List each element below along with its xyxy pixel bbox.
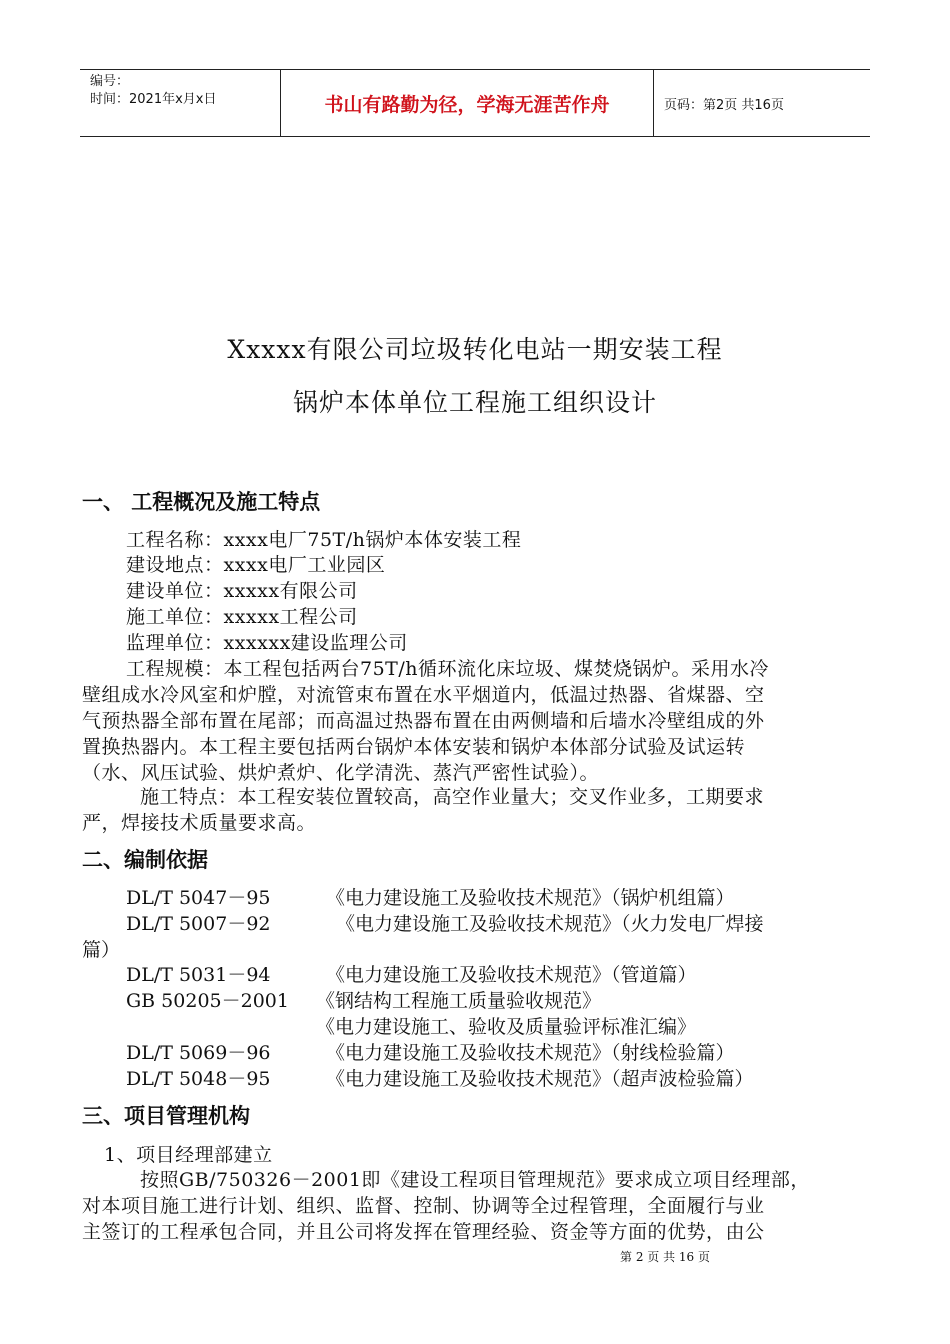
section2-heading: 二、编制依据: [82, 848, 208, 872]
body-line: 按照GB/750326－2001即《建设工程项目管理规范》要求成立项目经理部，: [140, 1169, 810, 1191]
scale-line: 置换热器内。本工程主要包括两台锅炉本体安装和锅炉本体部分试验及试运转: [82, 736, 746, 758]
header-table: [80, 69, 870, 137]
header-page-info: 页码：第2页 共16页: [664, 97, 784, 113]
ref-code: DL/T 5031－94: [126, 964, 271, 986]
ref-name: 《电力建设施工及验收技术规范》（超声波检验篇）: [326, 1068, 754, 1090]
ref-code: DL/T 5069－96: [126, 1042, 271, 1064]
project-location: 建设地点：xxxx电厂工业园区: [126, 554, 386, 576]
ref-name: 《钢结构工程施工质量验收规范》: [316, 990, 602, 1012]
page-footer: 第 2 页 共 16 页: [620, 1250, 710, 1264]
section1-heading: 一、 工程概况及施工特点: [82, 490, 321, 514]
ref-name: 《电力建设施工及验收技术规范》（射线检验篇）: [326, 1042, 735, 1064]
scale-line: 壁组成水冷风室和炉膛，对流管束布置在水平烟道内，低温过热器、省煤器、空: [82, 684, 765, 706]
scale-line: 气预热器全部布置在尾部；而高温过热器布置在由两侧墙和后墙水冷壁组成的外: [82, 710, 765, 732]
project-supervisor: 监理单位：xxxxxx建设监理公司: [126, 632, 408, 654]
project-owner: 建设单位：xxxxx有限公司: [126, 580, 358, 602]
document-title-line1: Xxxxx有限公司垃圾转化电站一期安装工程: [227, 335, 723, 364]
ref-code: DL/T 5047－95: [126, 887, 271, 909]
ref-code: DL/T 5048－95: [126, 1068, 271, 1090]
ref-code: GB 50205－2001: [126, 990, 289, 1012]
ref-name: 《电力建设施工及验收技术规范》（管道篇）: [326, 964, 697, 986]
features-line: 施工特点：本工程安装位置较高，高空作业量大；交叉作业多，工期要求: [140, 786, 765, 808]
ref-name: 《电力建设施工、验收及质量验评标准汇编》: [316, 1016, 697, 1038]
ref-name: 《电力建设施工及验收技术规范》（锅炉机组篇）: [326, 887, 735, 909]
time-label: 时间：2021年x月x日: [90, 92, 217, 107]
body-line: 对本项目施工进行计划、组织、监督、控制、协调等全过程管理，全面履行与业: [82, 1195, 765, 1217]
ref-name: 《电力建设施工及验收技术规范》（火力发电厂焊接: [336, 913, 764, 935]
header-motto: 书山有路勤为径，学海无涯苦作舟: [281, 70, 654, 136]
body-line: 主签订的工程承包合同，并且公司将发挥在管理经验、资金等方面的优势，由公: [82, 1221, 765, 1243]
header-left-cell: [80, 70, 281, 136]
scale-line: 工程规模：本工程包括两台75T/h循环流化床垃圾、煤焚烧锅炉。采用水冷: [126, 658, 769, 680]
features-line: 严，焊接技术质量要求高。: [82, 812, 317, 834]
project-name: 工程名称：xxxx电厂75T/h锅炉本体安装工程: [126, 529, 522, 551]
ref-code: DL/T 5007－92: [126, 913, 271, 935]
scale-line: （水、风压试验、烘炉煮炉、化学清洗、蒸汽严密性试验）。: [82, 762, 600, 784]
number-label: 编号：: [90, 74, 130, 89]
ref-name: 篇）: [82, 939, 121, 961]
document-title-line2: 锅炉本体单位工程施工组织设计: [292, 388, 657, 417]
subsection-title: 1、项目经理部建立: [104, 1144, 273, 1166]
section3-heading: 三、项目管理机构: [82, 1104, 250, 1128]
project-contractor: 施工单位：xxxxx工程公司: [126, 606, 358, 628]
